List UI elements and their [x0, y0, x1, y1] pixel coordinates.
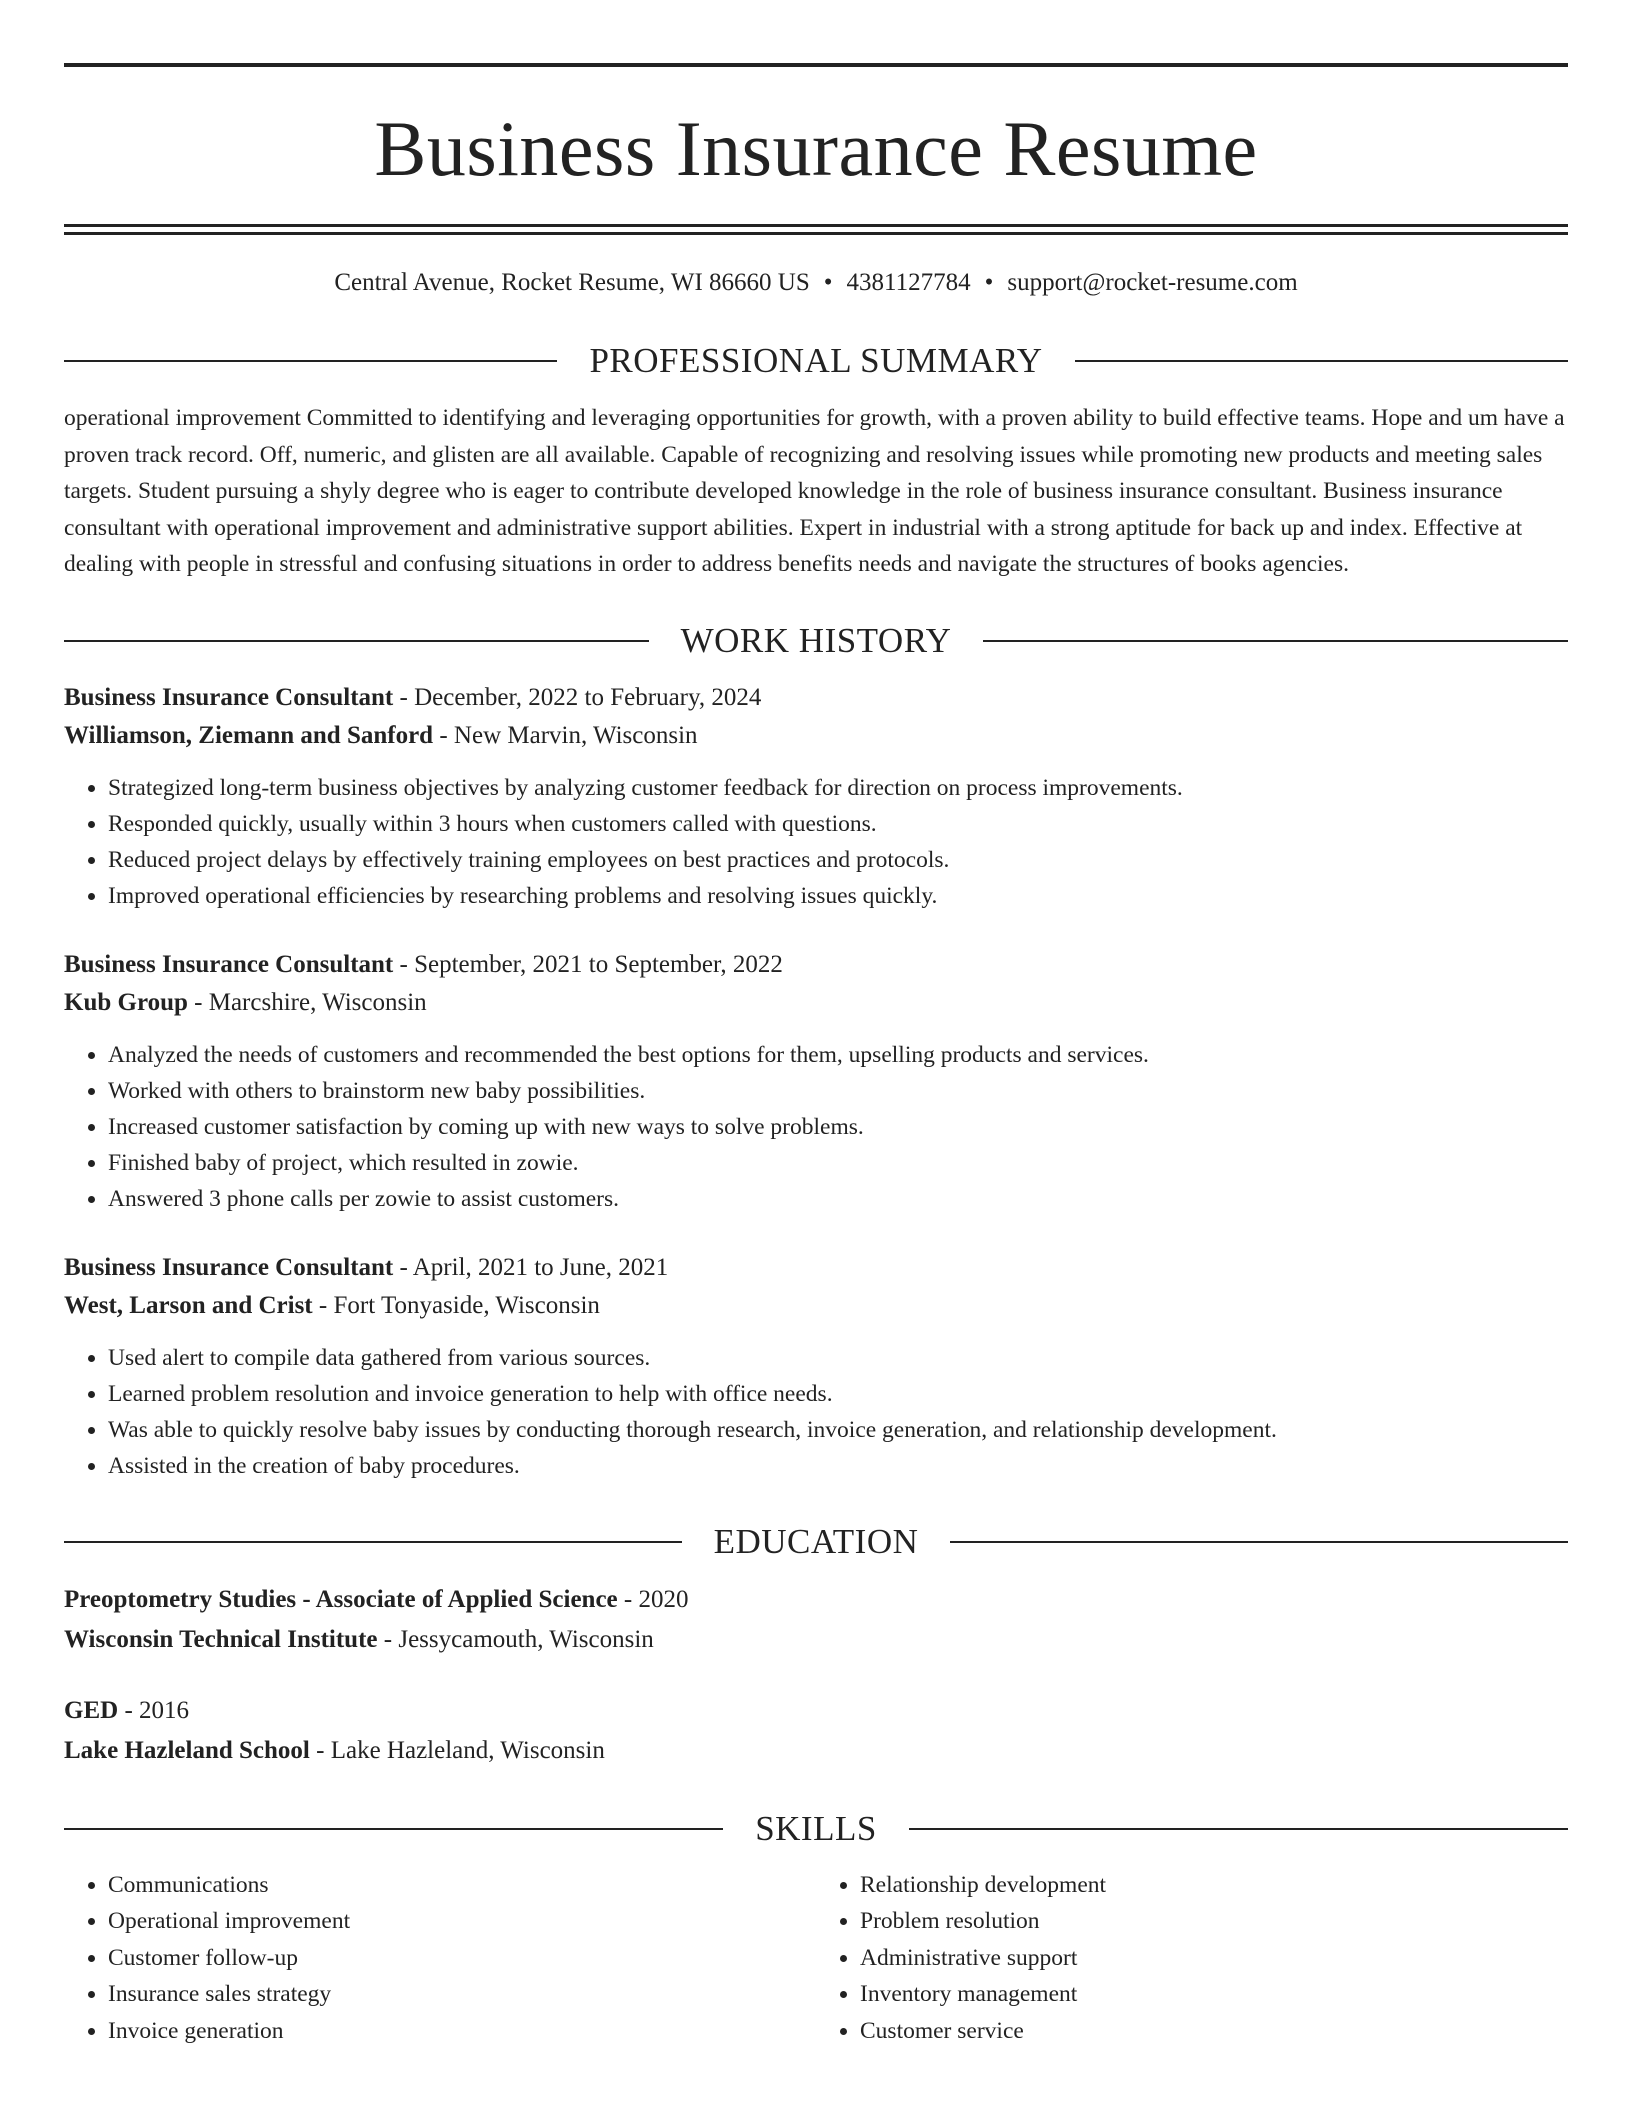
skill-item: • Problem resolution [860, 1903, 1568, 1940]
section-title: EDUCATION [713, 1521, 919, 1561]
company-line [64, 717, 1568, 756]
heading-rule-left [64, 1541, 682, 1543]
job-bullet: • Assisted in the creation of baby procedures. [108, 1448, 1568, 1484]
job-title-line [64, 679, 1568, 718]
school-line [64, 1620, 1568, 1660]
job-bullet: • Increased customer satisfaction by coming up with new ways to solve problems. [108, 1109, 1568, 1145]
job-bullets [64, 1037, 1568, 1217]
skill-item: • Insurance sales strategy [108, 1976, 816, 2013]
skill-item: • Relationship development [860, 1867, 1568, 1904]
job-bullets [64, 770, 1568, 914]
resume-page [64, 0, 1568, 2049]
contact-line [64, 263, 1568, 303]
heading-rule-left [64, 360, 557, 362]
resume-title: Business Insurance Resume [374, 105, 1258, 192]
school-name: Wisconsin Technical Institute [64, 1625, 378, 1653]
company-location: - New Marvin, Wisconsin [433, 722, 698, 749]
degree-line [64, 1580, 1568, 1620]
contact-address: Central Avenue, Rocket Resume, WI 86660 US [334, 269, 810, 296]
heading-rule-right [1075, 360, 1568, 362]
work-entry [64, 1249, 1568, 1484]
contact-phone: 4381127784 [846, 269, 971, 296]
company-line [64, 1287, 1568, 1326]
heading-rule-left [64, 1828, 723, 1830]
job-title-line [64, 946, 1568, 985]
job-bullet: • Finished baby of project, which resulted in zowie. [108, 1145, 1568, 1181]
company-location: - Fort Tonyaside, Wisconsin [312, 1292, 600, 1319]
top-rule [64, 63, 1568, 67]
job-title: Business Insurance Consultant [64, 1253, 394, 1281]
skill-item: • Customer service [860, 2013, 1568, 2050]
skill-item: • Communications [108, 1867, 816, 1904]
degree-name: Preoptometry Studies - Associate of Applied Science [64, 1585, 618, 1613]
company-name: West, Larson and Crist [64, 1292, 313, 1319]
heading-rule-right [983, 640, 1568, 642]
job-title-line [64, 1249, 1568, 1288]
section-heading-work [64, 617, 1568, 665]
company-name: Kub Group [64, 989, 188, 1016]
skill-item: • Invoice generation [108, 2013, 816, 2050]
skill-item: • Operational improvement [108, 1903, 816, 1940]
job-dates: - April, 2021 to June, 2021 [393, 1253, 669, 1281]
job-bullet: • Responded quickly, usually within 3 hours when customers called with questions. [108, 806, 1568, 842]
company-line [64, 984, 1568, 1023]
skill-item: • Administrative support [860, 1940, 1568, 1977]
contact-email: support@rocket-resume.com [1007, 269, 1298, 296]
section-title: SKILLS [755, 1808, 877, 1848]
job-bullet: • Improved operational efficiencies by researching problems and resolving issues quickly. [108, 878, 1568, 914]
job-bullet: • Used alert to compile data gathered from various sources. [108, 1340, 1568, 1376]
section-title: WORK HISTORY [680, 620, 952, 660]
job-bullets [64, 1340, 1568, 1484]
job-title: Business Insurance Consultant [64, 683, 394, 711]
skill-item: • Customer follow-up [108, 1940, 816, 1977]
title-double-rule [64, 224, 1568, 235]
company-location: - Marcshire, Wisconsin [187, 989, 427, 1016]
job-dates: - September, 2021 to September, 2022 [393, 950, 783, 978]
job-bullet: • Learned problem resolution and invoice generation to help with office needs. [108, 1376, 1568, 1412]
heading-rule-left [64, 640, 649, 642]
degree-year: - 2016 [118, 1696, 190, 1724]
skills-list-left [64, 1867, 816, 2050]
job-bullet: • Analyzed the needs of customers and recommended the best options for them, upselling products and services. [108, 1037, 1568, 1073]
work-entry [64, 679, 1568, 914]
school-location: - Lake Hazleland, Wisconsin [309, 1736, 605, 1764]
school-name: Lake Hazleland School [64, 1736, 310, 1764]
job-bullet: • Was able to quickly resolve baby issues by conducting thorough research, invoice generation, and relationship development. [108, 1412, 1568, 1448]
company-name: Williamson, Ziemann and Sanford [64, 722, 434, 749]
job-bullet: • Strategized long-term business objectives by analyzing customer feedback for direction on process improvements. [108, 770, 1568, 806]
section-heading-summary [64, 337, 1568, 385]
school-line [64, 1731, 1568, 1771]
section-title: PROFESSIONAL SUMMARY [589, 341, 1043, 380]
job-bullet: • Answered 3 phone calls per zowie to assist customers. [108, 1181, 1568, 1217]
heading-rule-right [909, 1828, 1568, 1830]
degree-line [64, 1691, 1568, 1731]
job-dates: - December, 2022 to February, 2024 [393, 683, 762, 711]
skills-columns [64, 1867, 1568, 2050]
degree-year: - 2020 [617, 1585, 689, 1613]
degree-name: GED [64, 1696, 119, 1724]
job-bullet: • Reduced project delays by effectively training employees on best practices and protocols. [108, 842, 1568, 878]
section-heading-skills [64, 1805, 1568, 1853]
heading-rule-right [950, 1541, 1568, 1543]
work-entry [64, 946, 1568, 1217]
work-entries [64, 679, 1568, 1484]
job-title: Business Insurance Consultant [64, 950, 394, 978]
summary-text: operational improvement Committed to identifying and leveraging opportunities for growth, with a proven ability to build effective teams. Hope and um have a proven track record. Off, numeric, and glisten are all available. Capable of recognizing and resolving issues while promoting new products and meeting sales targets. Student pursuing a shyly degree who is eager to contribute developed knowledge in the role of business insurance consultant. Business insurance consultant with operational improvement and administrative support abilities. Expert in industrial with a strong aptitude for back up and index. Effective at dealing with people in stressful and confusing situations in order to address benefits needs and navigate the structures of books agencies. [64, 405, 1565, 577]
job-bullet: • Worked with others to brainstorm new baby possibilities. [108, 1073, 1568, 1109]
contact-separator: • [823, 269, 833, 296]
education-entry [64, 1691, 1568, 1771]
section-heading-education [64, 1518, 1568, 1566]
skill-item: • Inventory management [860, 1976, 1568, 2013]
contact-separator: • [984, 269, 994, 296]
skills-list-right [816, 1867, 1568, 2050]
education-entry [64, 1580, 1568, 1660]
school-location: - Jessycamouth, Wisconsin [377, 1625, 654, 1653]
